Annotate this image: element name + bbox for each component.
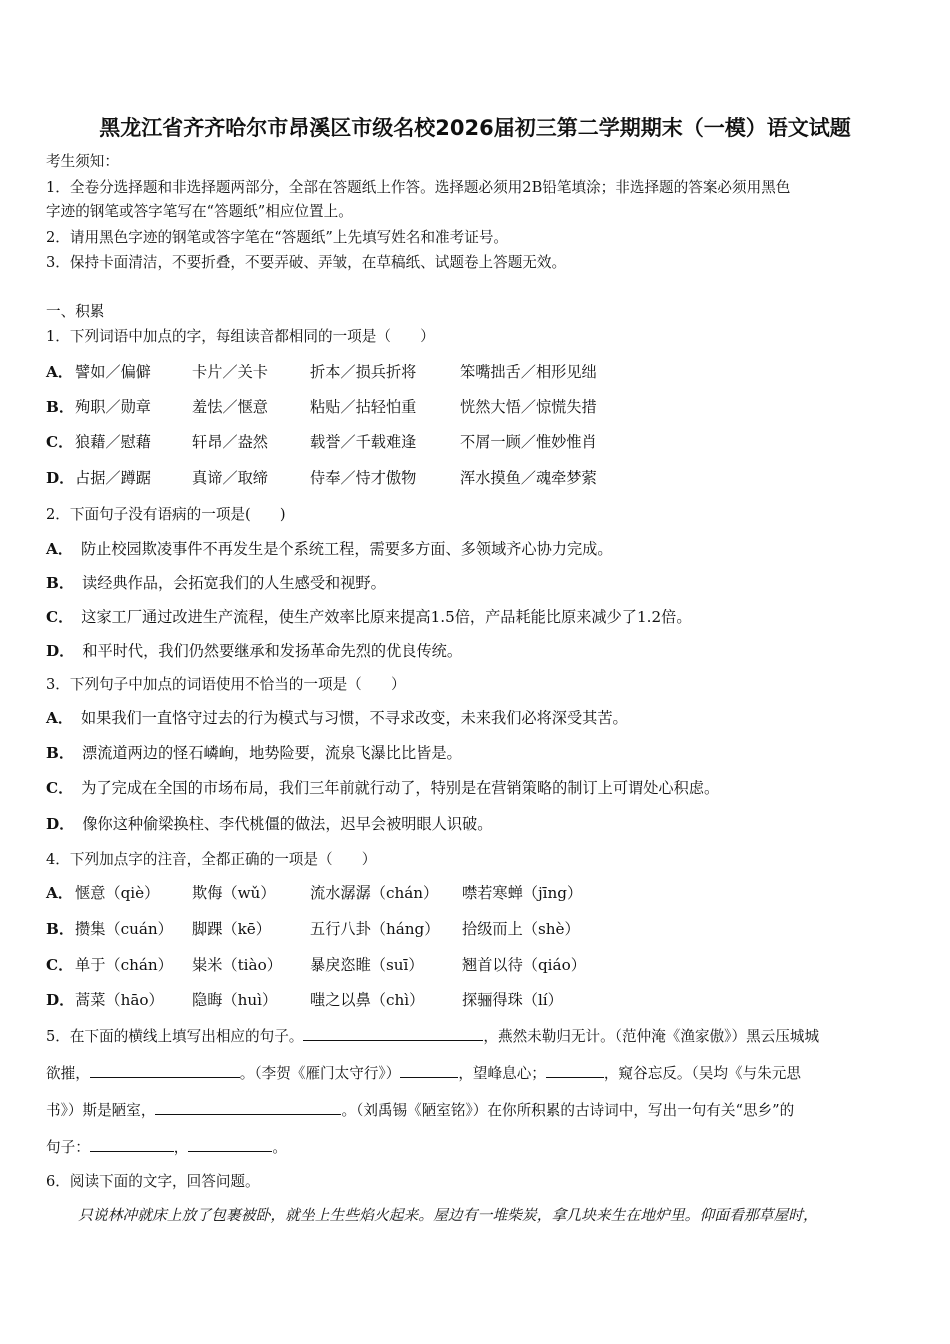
q4-option-cell: 暴戾恣睢（suī）	[310, 956, 424, 974]
q5-text-3a: 书》）斯是陋室，	[46, 1102, 156, 1119]
blank-6[interactable]	[90, 1137, 174, 1152]
q1-option-b: B．	[46, 398, 75, 416]
q5-stem: 5．在下面的横线上填写出相应的句子。	[46, 1028, 304, 1045]
q1-option-cell: 不屑一顾／惟妙惟肖	[460, 433, 597, 451]
q4-option-b: B．	[46, 920, 75, 938]
blank-1[interactable]	[303, 1026, 483, 1041]
option-text: 漂流道两边的怪石嶙峋，地势险要，流泉飞瀑比比皆是。	[82, 744, 462, 762]
q4-option-cell: 脚踝（kē）	[192, 920, 271, 938]
q1-option-cell: 轩昂／盎然	[192, 433, 268, 451]
q1-option-cell: 真谛／取缔	[192, 469, 268, 487]
q1-option-d: D．	[46, 469, 75, 487]
q4-option-cell: 五行八卦（háng）	[310, 920, 440, 938]
q2-option-d	[46, 641, 462, 661]
q2-stem: 2．下面句子没有语病的一项是( )	[46, 506, 286, 523]
option-text: 这家工厂通过改进生产流程，使生产效率比原来提高1.5倍，产品耗能比原来减少了1.2倍。	[81, 608, 692, 626]
q4-option-cell: 噤若寒蝉（jīng）	[462, 884, 583, 902]
q1-option-cell: 卡片／关卡	[192, 363, 268, 381]
option-label: A．	[46, 709, 73, 727]
q4-option-cell: 蒿菜（hāo）	[75, 991, 164, 1009]
q1-option-cell: 恍然大悟／惊慌失措	[460, 398, 597, 416]
q4-option-cell: 流水潺潺（chán）	[310, 884, 439, 902]
option-text: 和平时代，我们仍然要继承和发扬革命先烈的优良传统。	[82, 642, 463, 660]
option-text: 为了完成在全国的市场布局，我们三年前就行动了，特别是在营销策略的制订上可谓处心积虑。	[81, 779, 720, 797]
q1-option-cell: 笨嘴拙舌／相形见绌	[460, 363, 597, 381]
q6-passage: 只说林冲就床上放了包裹被卧，就坐上生些焰火起来。屋边有一堆柴炭，拿几块来生在地炉里。仰面看那草屋时，	[78, 1207, 818, 1224]
q3-option-b	[46, 743, 462, 763]
q1-option-cell: 粘贴／拈轻怕重	[310, 398, 417, 416]
q5-line-1	[46, 1026, 819, 1047]
q2-option-c	[46, 607, 692, 627]
q4-option-d: D．	[46, 991, 75, 1009]
q6-stem: 6．阅读下面的文字，回答问题。	[46, 1173, 260, 1190]
q3-option-d	[46, 814, 492, 834]
q1-stem: 1．下列词语中加点的字，每组读音都相同的一项是（ ）	[46, 328, 435, 345]
q1-option-cell: 载誉／千载难逢	[310, 433, 417, 451]
q1-option-cell: 侍奉／恃才傲物	[310, 469, 417, 487]
q1-option-c: C．	[46, 433, 74, 451]
q4-option-cell: 攒集（cuán）	[75, 920, 173, 938]
notice-item-1: 1．全卷分选择题和非选择题两部分，全部在答题纸上作答。选择题必须用2B铅笔填涂；非选择题的答案必须用黑色	[46, 179, 791, 196]
q5-text-2a: 欲摧，	[46, 1065, 90, 1082]
q4-option-cell: 探骊得珠（lí）	[462, 991, 563, 1009]
q3-option-a	[46, 708, 628, 728]
q1-option-cell: 羞怯／惬意	[192, 398, 268, 416]
option-label: D．	[46, 815, 75, 833]
q1-option-cell: 殉职／勋章	[75, 398, 151, 416]
blank-2[interactable]	[90, 1063, 240, 1078]
q5-line-3	[46, 1100, 794, 1121]
q2-option-a	[46, 539, 613, 559]
blank-7[interactable]	[188, 1137, 272, 1152]
q1-option-cell: 狼藉／慰藉	[75, 433, 151, 451]
q4-option-cell: 欺侮（wǔ）	[192, 884, 276, 902]
q4-option-c: C．	[46, 956, 74, 974]
q4-option-cell: 单于（chán）	[75, 956, 173, 974]
section-heading: 一、积累	[46, 303, 105, 320]
q4-option-cell: 粜米（tiào）	[192, 956, 282, 974]
notice-heading: 考生须知：	[46, 153, 119, 170]
q1-option-cell: 浑水摸鱼／魂牵梦萦	[460, 469, 597, 487]
q1-option-cell: 占据／蹲踞	[75, 469, 151, 487]
notice-item-2: 2．请用黑色字迹的钢笔或答字笔在“答题纸”上先填写姓名和准考证号。	[46, 229, 509, 246]
q4-option-cell: 嗤之以鼻（chì）	[310, 991, 425, 1009]
q5-text-4a: 句子：	[46, 1139, 90, 1156]
option-text: 防止校园欺凌事件不再发生是个系统工程，需要多方面、多领域齐心协力完成。	[80, 540, 613, 558]
q4-stem: 4．下列加点字的注音，全都正确的一项是（ ）	[46, 851, 377, 868]
q1-option-cell: 譬如／偏僻	[75, 363, 151, 381]
blank-5[interactable]	[155, 1100, 341, 1115]
option-label: C．	[46, 779, 74, 797]
q3-stem: 3．下列句子中加点的词语使用不恰当的一项是（ ）	[46, 676, 406, 693]
q4-option-cell: 拾级而上（shè）	[462, 920, 580, 938]
page-title: 黑龙江省齐齐哈尔市昂溪区市级名校2026届初三第二学期期末（一模）语文试题	[99, 116, 851, 140]
q1-option-a: A．	[46, 363, 73, 381]
q4-option-cell: 翘首以待（qiáo）	[462, 956, 586, 974]
q5-line-4	[46, 1137, 287, 1158]
q4-option-a: A．	[46, 884, 73, 902]
notice-item-3: 3．保持卡面清洁，不要折叠，不要弄破、弄皱，在草稿纸、试题卷上答题无效。	[46, 254, 567, 271]
q4-option-cell: 隐晦（huì）	[192, 991, 278, 1009]
q5-text-2c: ，望峰息心；	[458, 1065, 546, 1082]
option-label: B．	[46, 574, 75, 592]
q5-text-2b: 。（李贺《雁门太守行》）	[239, 1065, 401, 1082]
blank-3[interactable]	[400, 1063, 458, 1078]
q5-text-4b: ，	[173, 1139, 189, 1156]
q5-text-4c: 。	[272, 1139, 288, 1156]
option-text: 像你这种偷梁换柱、李代桃僵的做法，迟早会被明眼人识破。	[82, 815, 493, 833]
option-label: A．	[46, 540, 73, 558]
q5-text-3b: 。（刘禹锡《陋室铭》）在你所积累的古诗词中，写出一句有关“思乡”的	[341, 1102, 795, 1119]
q5-text-1: ，燕然未勒归无计。（范仲淹《渔家傲》）黑云压城城	[483, 1028, 820, 1045]
q1-option-cell: 折本／损兵折将	[310, 363, 417, 381]
blank-4[interactable]	[546, 1063, 604, 1078]
option-text: 如果我们一直恪守过去的行为模式与习惯，不寻求改变，未来我们必将深受其苦。	[80, 709, 628, 727]
option-label: D．	[46, 642, 75, 660]
option-text: 读经典作品，会拓宽我们的人生感受和视野。	[82, 574, 386, 592]
option-label: B．	[46, 744, 75, 762]
q5-line-2	[46, 1063, 801, 1084]
q2-option-b	[46, 573, 386, 593]
q4-option-cell: 惬意（qiè）	[75, 884, 160, 902]
notice-item-1-cont: 字迹的钢笔或答字笔写在“答题纸”相应位置上。	[46, 203, 353, 220]
q5-text-2d: ，窥谷忘反。（吴均《与朱元思	[603, 1065, 801, 1082]
option-label: C．	[46, 608, 74, 626]
q3-option-c	[46, 778, 719, 798]
